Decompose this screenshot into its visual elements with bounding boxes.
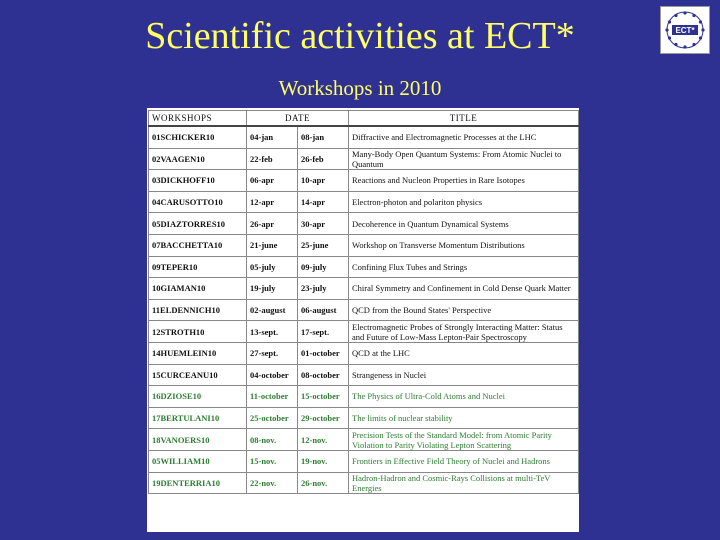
table-row [149,126,579,148]
table-row [149,450,579,472]
end-date-cell: 09-july [298,256,349,278]
table-row [149,148,579,170]
workshop-code-cell: 17BERTULANI10 [149,407,247,429]
workshop-code-cell: 07BACCHETTA10 [149,234,247,256]
header-workshops: WORKSHOPS [149,111,247,127]
workshop-title-cell: Many-Body Open Quantum Systems: From Atomic Nuclei to Quantum [349,148,579,170]
ect-logo-icon [661,7,709,53]
workshop-title-cell: Diffractive and Electromagnetic Processes at the LHC [349,126,579,148]
workshop-title-cell: Reactions and Nucleon Properties in Rare Isotopes [349,170,579,192]
workshop-code-cell: 12STROTH10 [149,321,247,343]
start-date-cell: 21-june [247,234,298,256]
workshop-code-cell: 16DZIOSE10 [149,386,247,408]
workshop-title-cell: Strangeness in Nuclei [349,364,579,386]
workshop-title-cell: Electron-photon and polariton physics [349,191,579,213]
workshop-code-cell: 05WILLIAM10 [149,450,247,472]
start-date-cell: 25-october [247,407,298,429]
table-row [149,386,579,408]
table-row [149,321,579,343]
end-date-cell: 06-august [298,299,349,321]
table-row [149,256,579,278]
table-row [149,299,579,321]
start-date-cell: 26-apr [247,213,298,235]
start-date-cell: 15-nov. [247,450,298,472]
table-row [149,170,579,192]
start-date-cell: 27-sept. [247,342,298,364]
table-row [149,429,579,451]
workshop-code-cell: 18VANOERS10 [149,429,247,451]
end-date-cell: 23-july [298,278,349,300]
table-row [149,213,579,235]
start-date-cell: 22-nov. [247,472,298,494]
table-row [149,278,579,300]
slide-subtitle: Workshops in 2010 [278,76,442,100]
workshop-code-cell: 10GIAMAN10 [149,278,247,300]
start-date-cell: 19-july [247,278,298,300]
workshop-title-cell: Confining Flux Tubes and Strings [349,256,579,278]
start-date-cell: 22-feb [247,148,298,170]
workshops-table-container [147,108,579,532]
workshop-title-cell: Electromagnetic Probes of Strongly Interacting Matter: Status and Future of Low-Mass Lepton-Pair Spectroscopy [349,321,579,343]
end-date-cell: 15-october [298,386,349,408]
end-date-cell: 08-october [298,364,349,386]
slide-title: Scientific activities at ECT* [145,15,575,57]
end-date-cell: 29-october [298,407,349,429]
table-row [149,234,579,256]
workshop-title-cell: Hadron-Hadron and Cosmic-Rays Collisions at multi-TeV Energies [349,472,579,494]
end-date-cell: 10-apr [298,170,349,192]
workshop-code-cell: 15CURCEANU10 [149,364,247,386]
table-header-row [149,111,579,127]
workshops-table [148,110,579,494]
workshop-title-cell: QCD from the Bound States' Perspective [349,299,579,321]
workshop-code-cell: 14HUEMLEIN10 [149,342,247,364]
end-date-cell: 19-nov. [298,450,349,472]
end-date-cell: 30-apr [298,213,349,235]
start-date-cell: 13-sept. [247,321,298,343]
table-row [149,472,579,494]
table-row [149,364,579,386]
workshop-code-cell: 04CARUSOTTO10 [149,191,247,213]
workshop-code-cell: 01SCHICKER10 [149,126,247,148]
end-date-cell: 26-feb [298,148,349,170]
workshop-title-cell: Frontiers in Effective Field Theory of Nuclei and Hadrons [349,450,579,472]
workshop-code-cell: 05DIAZTORRES10 [149,213,247,235]
start-date-cell: 04-jan [247,126,298,148]
workshop-title-cell: Precision Tests of the Standard Model: from Atomic Parity Violation to Parity Violating Lepton Scattering [349,429,579,451]
table-row [149,407,579,429]
workshop-code-cell: 19DENTERRIA10 [149,472,247,494]
start-date-cell: 04-october [247,364,298,386]
end-date-cell: 26-nov. [298,472,349,494]
table-body [149,126,579,494]
start-date-cell: 08-nov. [247,429,298,451]
workshop-title-cell: The Physics of Ultra-Cold Atoms and Nuclei [349,386,579,408]
start-date-cell: 06-apr [247,170,298,192]
workshop-code-cell: 11ELDENNICH10 [149,299,247,321]
end-date-cell: 17-sept. [298,321,349,343]
table-row [149,191,579,213]
workshop-title-cell: Decoherence in Quantum Dynamical Systems [349,213,579,235]
end-date-cell: 14-apr [298,191,349,213]
header-date: DATE [247,111,349,127]
workshop-title-cell: QCD at the LHC [349,342,579,364]
workshop-code-cell: 03DICKHOFF10 [149,170,247,192]
workshop-code-cell: 09TEPER10 [149,256,247,278]
header-title: TITLE [349,111,579,127]
start-date-cell: 12-apr [247,191,298,213]
end-date-cell: 25-june [298,234,349,256]
workshop-title-cell: Workshop on Transverse Momentum Distributions [349,234,579,256]
logo-text: ECT* [675,26,695,35]
ect-logo [660,6,710,54]
workshop-title-cell: The limits of nuclear stability [349,407,579,429]
start-date-cell: 11-october [247,386,298,408]
workshop-code-cell: 02VAAGEN10 [149,148,247,170]
start-date-cell: 05-july [247,256,298,278]
start-date-cell: 02-august [247,299,298,321]
table-row [149,342,579,364]
end-date-cell: 01-october [298,342,349,364]
end-date-cell: 12-nov. [298,429,349,451]
workshop-title-cell: Chiral Symmetry and Confinement in Cold Dense Quark Matter [349,278,579,300]
end-date-cell: 08-jan [298,126,349,148]
